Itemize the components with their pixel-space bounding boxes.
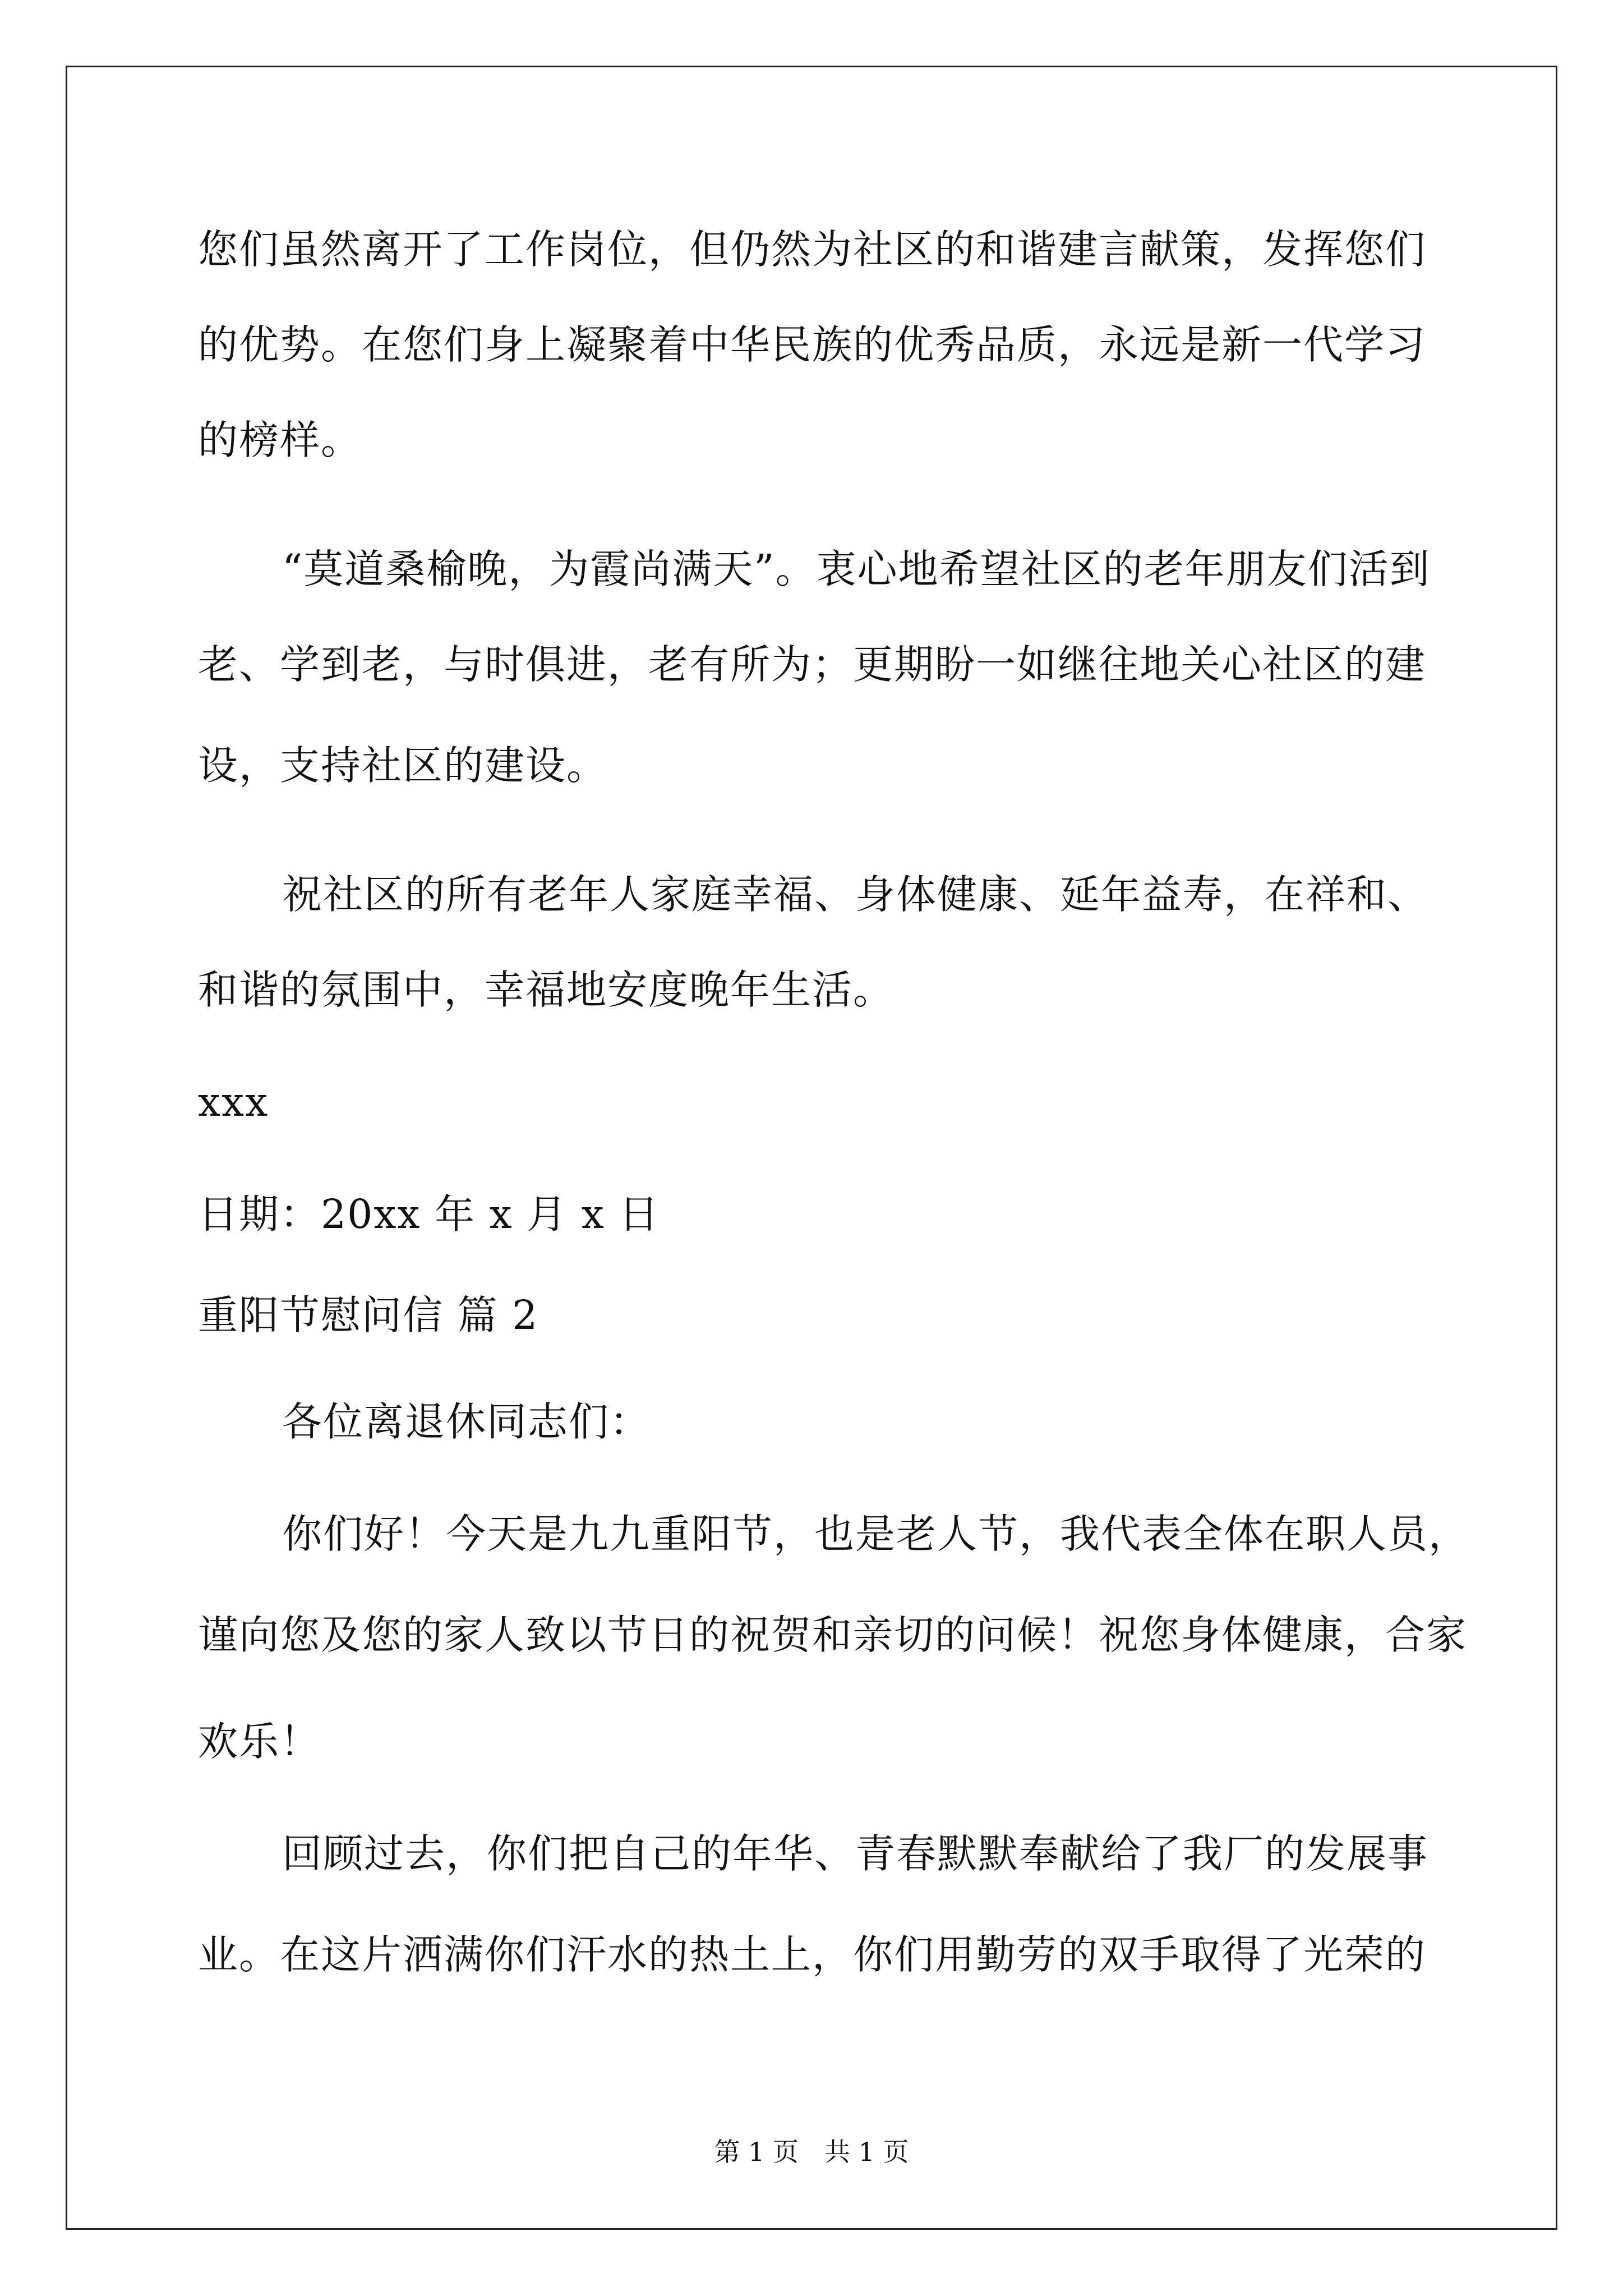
body-line-8: 和谐的氛围中，幸福地安度晚年生活。 [198, 967, 895, 1013]
body-line-14: 谨向您及您的家人致以节日的祝贺和亲切的问候！祝您身体健康，合家 [198, 1612, 1468, 1658]
body-line-16: 回顾过去，你们把自己的年华、青春默默奉献给了我厂的发展事 [282, 1830, 1429, 1877]
body-line-4: “莫道桑榆晚，为霞尚满天”。衷心地希望社区的老年朋友们活到 [282, 546, 1431, 592]
signature-line: xxx [198, 1079, 269, 1125]
salutation-line: 各位离退休同志们： [282, 1398, 651, 1445]
body-line-13: 你们好！今天是九九重阳节，也是老人节，我代表全体在职人员， [282, 1511, 1470, 1557]
body-line-2: 的优势。在您们身上凝聚着中华民族的优秀品质，永远是新一代学习 [198, 321, 1427, 368]
body-line-6: 设，支持社区的建设。 [198, 742, 608, 789]
body-line-7: 祝社区的所有老年人家庭幸福、身体健康、延年益寿，在祥和、 [282, 871, 1429, 918]
body-line-17: 业。在这片洒满你们汗水的热土上，你们用勤劳的双手取得了光荣的 [198, 1931, 1427, 1978]
body-line-15: 欢乐！ [198, 1718, 321, 1765]
body-line-1: 您们虽然离开了工作岗位，但仍然为社区的和谐建言献策，发挥您们 [198, 226, 1427, 273]
date-line: 日期：20xx 年 x 月 x 日 [198, 1191, 660, 1237]
section-title: 重阳节慰问信 篇 2 [198, 1292, 539, 1338]
page-footer: 第 1 页 共 1 页 [714, 2137, 909, 2167]
body-line-3: 的榜样。 [198, 417, 362, 463]
page-border [66, 66, 1557, 2230]
body-line-5: 老、学到老，与时俱进，老有所为；更期盼一如继往地关心社区的建 [198, 641, 1427, 688]
